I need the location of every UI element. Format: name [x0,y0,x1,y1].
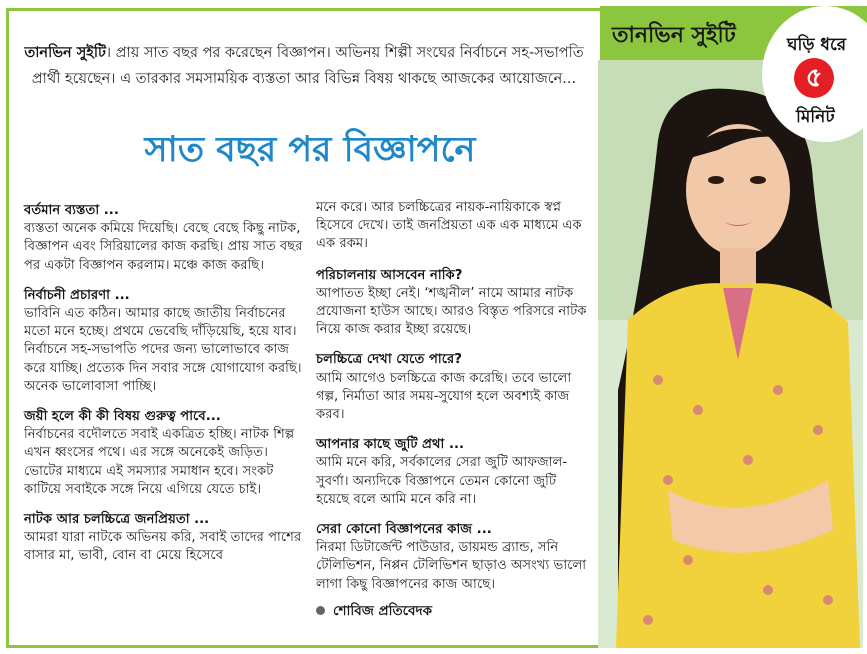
intro-name: তানভিন সুইটি [24,45,106,61]
question: সেরা কোনো বিজ্ঞাপনের কাজ ... [316,522,492,538]
byline-text: শোবিজ প্রতিবেদক [333,602,433,619]
column-right [316,199,592,620]
badge-bottom-label: মিনিট [796,107,835,127]
question: জয়ী হলে কী কী বিষয় গুরুত্ব পাবে... [24,409,221,425]
answer: আপাতত ইচ্ছা নেই। ‘শঙ্খনীল’ নামে আমার নাটক প্রযোজনা হাউস আছে। আরও বিস্তৃত পরিসরে নাটক নিয়ে কাজ করার ইচ্ছা রয়েছে। [316,285,587,338]
answer: আমরা যারা নাটকে অভিনয় করি, সবাই তাদের পাশের বাসার মা, ভাবী, বোন বা মেয়ে হিসেবে [24,530,302,564]
answer: ব্যস্ততা অনেক কমিয়ে দিয়েছি। বেছে বেছে কিছু নাটক, বিজ্ঞাপন এবং সিরিয়ালের কাজ করছি। প্রায় সাত বছর পর একটা বিজ্ঞাপন করলাম। মঞ্চে কাজ করছি। [24,221,303,273]
question: নির্বাচনী প্রচারণা ... [24,287,130,303]
column-left [24,202,306,578]
answer: আমি আগেও চলচ্চিত্রে কাজ করেছি। তবে ভালো গল্প, নির্মাতা আর সময়-সুযোগ হলে অবশ্যই কাজ করব। [316,370,572,423]
intro-paragraph [20,40,588,92]
portrait-photo [598,60,863,648]
badge-top-label: ঘড়ি ধরে [787,35,847,55]
question: আপনার কাছে জুটি প্রথা ... [316,437,464,453]
intro-text: । প্রায় সাত বছর পর করেছেন বিজ্ঞাপন। অভিনয় শিল্পী সংঘের নির্বাচনে সহ-সভাপতি প্রার্থী হয়েছেন। এ তারকার সমসাময়িক ব্যস্ততা আর বিভিন্ন বিষয় থাকছে আজকের আয়োজনে... [31,45,584,87]
badge-number: ৫ [794,58,834,98]
byline [316,602,592,620]
answer: নির্বাচনের বদৌলতে সবাই একত্রিত হচ্ছি। নাটক শিল্প এখন ধ্বংসের পথে। এর সঙ্গে অনেকেই জড়িত। ভোটের মাধ্যমে এই সমস্যার সমাধান হবে। সংকট কাটিয়ে সবাইকে সঙ্গে নিয়ে এগিয়ে যেতে চাই। [24,427,295,497]
headline: সাত বছর পর বিজ্ঞাপনে [144,130,476,170]
bullet-icon [316,606,325,615]
answer-continuation: মনে করে। আর চলচ্চিত্রের নায়ক-নায়িকাকে স্বপ্ন হিসেবে দেখে। তাই জনপ্রিয়তা এক এক মাধ্যমে এক এক রকম। [316,200,582,252]
question: বর্তমান ব্যস্ততা ... [24,203,119,218]
question: নাটক আর চলচ্চিত্রে জনপ্রিয়তা ... [24,512,210,528]
section-title: তানভিন সুইটি [612,23,736,48]
question: চলচ্চিত্রে দেখা যেতে পারে? [316,352,462,368]
answer: ভাবিনি এত কঠিন। আমার কাছে জাতীয় নির্বাচনের মতো মনে হচ্ছে। প্রথমে ভেবেছি দাঁড়িয়েছি, হয়ে যাব। নির্বাচনে সহ-সভাপতি পদের জন্য ভালোভাবে কাজ করে যাচ্ছি। প্রত্যেক দিন সবার সঙ্গে যোগাযোগ করছি। অনেক ভালোবাসা পাচ্ছি। [24,306,302,394]
question: পরিচালনায় আসবেন নাকি? [316,267,463,283]
answer: নিরমা ডিটার্জেন্ট পাউডার, ডায়মন্ড ব্র্যান্ড, সনি টেলিভিশন, নিপ্পন টেলিভিশন ছাড়াও অসংখ্য ভালো লাগা কিছু বিজ্ঞাপনের কাজ আছে। [316,540,587,592]
answer: আমি মনে করি, সর্বকালের সেরা জুটি আফজাল-সুবর্ণা। অন্যদিকে বিজ্ঞাপনে তেমন কোনো জুটি হয়েছে বলে আমি মনে করি না। [316,455,568,507]
